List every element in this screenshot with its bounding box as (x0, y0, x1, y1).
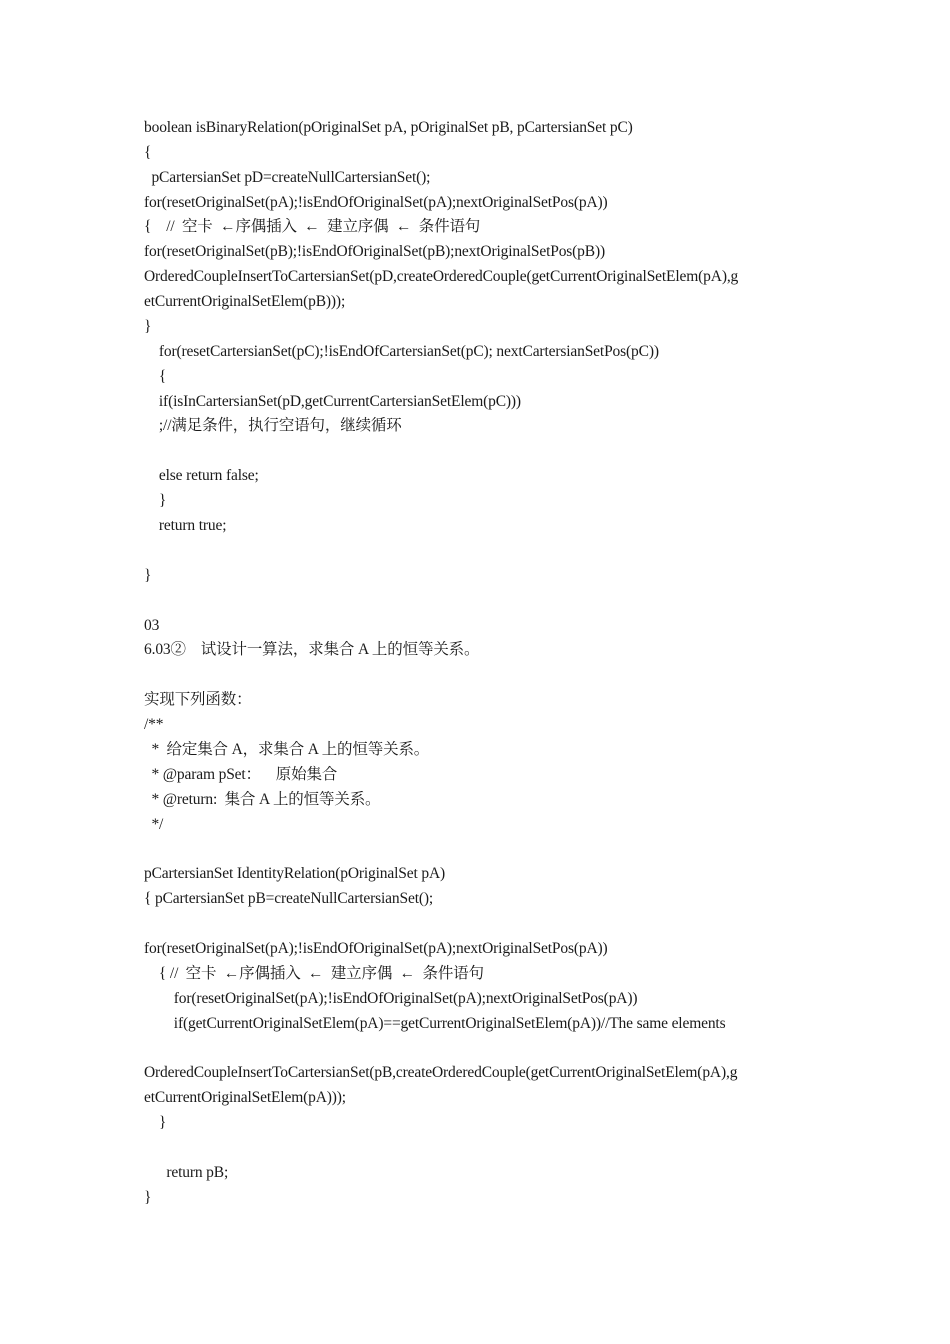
code-line: } (144, 318, 152, 335)
code-line: for(resetOriginalSet(pA);!isEndOfOriginalSet(pA);nextOriginalSetPos(pA)) (144, 990, 638, 1007)
code-line: if(isInCartersianSet(pD,getCurrentCartersianSetElem(pC))) (144, 393, 521, 410)
code-line: { pCartersianSet pB=createNullCartersianSet(); (144, 890, 434, 907)
code-line: return pB; (144, 1164, 229, 1181)
code-line: for(resetOriginalSet(pB);!isEndOfOriginalSet(pB);nextOriginalSetPos(pB)) (144, 243, 605, 260)
doc-comment-line: * 给定集合 A，求集合 A 上的恒等关系。 (144, 741, 430, 758)
code-line: etCurrentOriginalSetElem(pB))); (144, 293, 346, 310)
doc-comment-line: * @param pSet： 原始集合 (144, 766, 338, 783)
code-line: } (144, 1114, 167, 1131)
code-line: boolean isBinaryRelation(pOriginalSet pA, pOriginalSet pB, pCartersianSet pC) (144, 119, 633, 136)
code-line: OrderedCoupleInsertToCartersianSet(pB,createOrderedCouple(getCurrentOriginalSetElem(pA),g (144, 1064, 738, 1081)
code-line: { (144, 144, 152, 161)
code-line: for(resetCartersianSet(pC);!isEndOfCartersianSet(pC); nextCartersianSetPos(pC)) (144, 343, 659, 360)
doc-comment-line: * @return: 集合 A 上的恒等关系。 (144, 791, 381, 808)
code-line: { (144, 368, 167, 385)
code-line: OrderedCoupleInsertToCartersianSet(pD,createOrderedCouple(getCurrentOriginalSetElem(pA),g (144, 268, 739, 285)
code-line: { // 空卡 ←序偶插入 ← 建立序偶 ← 条件语句 (144, 965, 484, 982)
section-number: 03 (144, 617, 160, 634)
exercise-title: 6.03② 试设计一算法，求集合 A 上的恒等关系。 (144, 641, 480, 658)
doc-comment-line: /** (144, 716, 164, 733)
code-line: else return false; (144, 467, 259, 484)
code-line: etCurrentOriginalSetElem(pA))); (144, 1089, 346, 1106)
instruction-text: 实现下列函数： (144, 691, 252, 708)
code-line: pCartersianSet pD=createNullCartersianSet(); (144, 169, 431, 186)
code-line: } (144, 1189, 152, 1206)
code-line: { // 空卡 ←序偶插入 ← 建立序偶 ← 条件语句 (144, 218, 481, 235)
code-line: for(resetOriginalSet(pA);!isEndOfOriginalSet(pA);nextOriginalSetPos(pA)) (144, 194, 608, 211)
code-line: for(resetOriginalSet(pA);!isEndOfOriginalSet(pA);nextOriginalSetPos(pA)) (144, 940, 608, 957)
code-line: } (144, 567, 152, 584)
code-line: } (144, 492, 167, 509)
code-line: if(getCurrentOriginalSetElem(pA)==getCurrentOriginalSetElem(pA))//The same elements (144, 1015, 726, 1032)
code-line: return true; (144, 517, 227, 534)
doc-comment-line: */ (144, 816, 164, 833)
code-comment-line: ;//满足条件，执行空语句，继续循环 (144, 417, 402, 434)
code-line: pCartersianSet IdentityRelation(pOriginalSet pA) (144, 865, 446, 882)
